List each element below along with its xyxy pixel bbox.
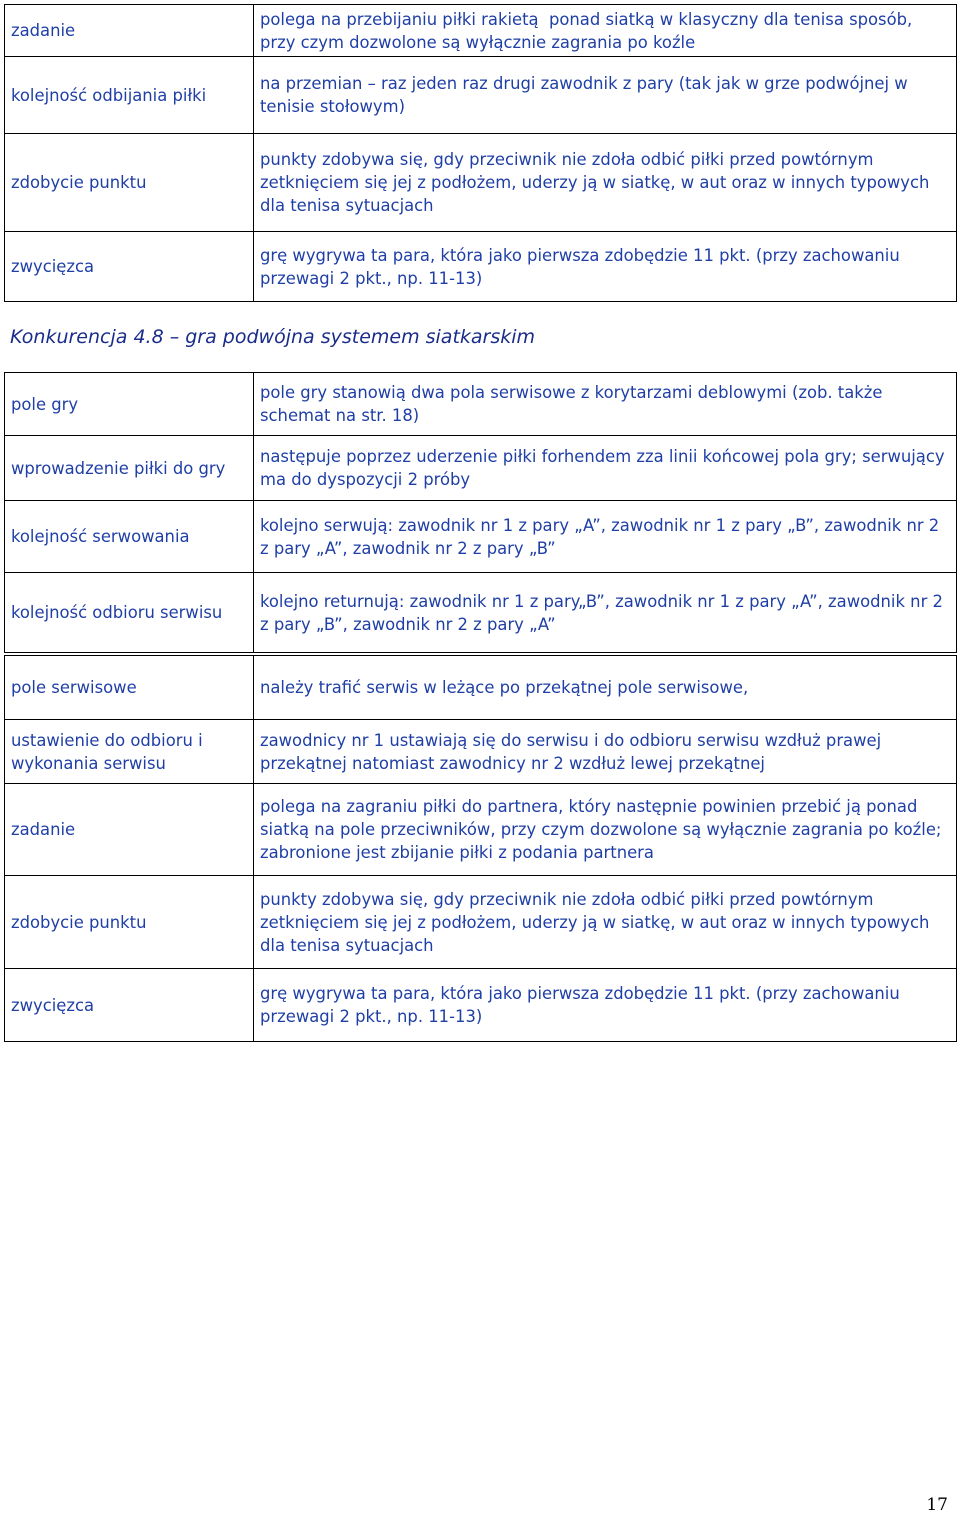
- page-number: 17: [926, 1495, 948, 1515]
- row-label: zdobycie punktu: [5, 134, 254, 232]
- table-row: [5, 57, 957, 134]
- row-value: grę wygrywa ta para, która jako pierwsza zdobędzie 11 pkt. (przy zachowaniu przewagi 2 pkt., np. 11-13): [254, 232, 957, 302]
- row-value: na przemian – raz jeden raz drugi zawodnik z pary (tak jak w grze podwójnej w tenisie stołowym): [254, 57, 957, 134]
- row-value: grę wygrywa ta para, która jako pierwsza zdobędzie 11 pkt. (przy zachowaniu przewagi 2 pkt., np. 11-13): [254, 969, 957, 1042]
- row-label: ustawienie do odbioru i wykonania serwisu: [5, 720, 254, 784]
- table-row: [5, 656, 957, 720]
- table-row: [5, 501, 957, 573]
- row-value: polega na przebijaniu piłki rakietą ponad siatką w klasyczny dla tenisa sposób, przy czym dozwolone są wyłącznie zagrania po koźle: [254, 5, 957, 57]
- row-value: polega na zagraniu piłki do partnera, który następnie powinien przebić ją ponad siatką na pole przeciwników, przy czym dozwolone są wyłącznie zagrania po koźle; zabronione jest zbijanie piłki z podania partnera: [254, 784, 957, 876]
- table-row: [5, 232, 957, 302]
- table-row: [5, 969, 957, 1042]
- row-label: zwycięzca: [5, 969, 254, 1042]
- row-value: punkty zdobywa się, gdy przeciwnik nie zdoła odbić piłki przed powtórnym zetknięciem się jej z podłożem, uderzy ją w siatkę, w aut oraz w innych typowych dla tenisa sytuacjach: [254, 876, 957, 969]
- row-label: pole serwisowe: [5, 656, 254, 720]
- row-label: kolejność serwowania: [5, 501, 254, 573]
- row-value: pole gry stanowią dwa pola serwisowe z korytarzami deblowymi (zob. także schemat na str. 18): [254, 373, 957, 436]
- rules-table-3: [4, 655, 957, 1042]
- table-row: [5, 573, 957, 653]
- row-value: zawodnicy nr 1 ustawiają się do serwisu i do odbioru serwisu wzdłuż prawej przekątnej natomiast zawodnicy nr 2 wzdłuż lewej przekątnej: [254, 720, 957, 784]
- row-value: kolejno serwują: zawodnik nr 1 z pary „A”, zawodnik nr 1 z pary „B”, zawodnik nr 2 z pary „A”, zawodnik nr 2 z pary „B”: [254, 501, 957, 573]
- row-label: zadanie: [5, 5, 254, 57]
- row-label: zwycięzca: [5, 232, 254, 302]
- table-row: [5, 784, 957, 876]
- row-label: wprowadzenie piłki do gry: [5, 436, 254, 501]
- table-row: [5, 373, 957, 436]
- row-value: należy trafić serwis w leżące po przekątnej pole serwisowe,: [254, 656, 957, 720]
- table-row: [5, 436, 957, 501]
- row-label: zadanie: [5, 784, 254, 876]
- row-label: kolejność odbijania piłki: [5, 57, 254, 134]
- row-label: zdobycie punktu: [5, 876, 254, 969]
- section-heading: Konkurencja 4.8 – gra podwójna systemem siatkarskim: [10, 326, 536, 348]
- row-label: pole gry: [5, 373, 254, 436]
- table-row: [5, 876, 957, 969]
- table-row: [5, 134, 957, 232]
- table-row: [5, 720, 957, 784]
- rules-table-1: [4, 4, 957, 302]
- table-row: [5, 5, 957, 57]
- row-value: punkty zdobywa się, gdy przeciwnik nie zdoła odbić piłki przed powtórnym zetknięciem się jej z podłożem, uderzy ją w siatkę, w aut oraz w innych typowych dla tenisa sytuacjach: [254, 134, 957, 232]
- row-value: kolejno returnują: zawodnik nr 1 z pary„B”, zawodnik nr 1 z pary „A”, zawodnik nr 2 z pary „B”, zawodnik nr 2 z pary „A”: [254, 573, 957, 653]
- row-label: kolejność odbioru serwisu: [5, 573, 254, 653]
- row-value: następuje poprzez uderzenie piłki forhendem zza linii końcowej pola gry; serwujący ma do dyspozycji 2 próby: [254, 436, 957, 501]
- rules-table-2: [4, 372, 957, 653]
